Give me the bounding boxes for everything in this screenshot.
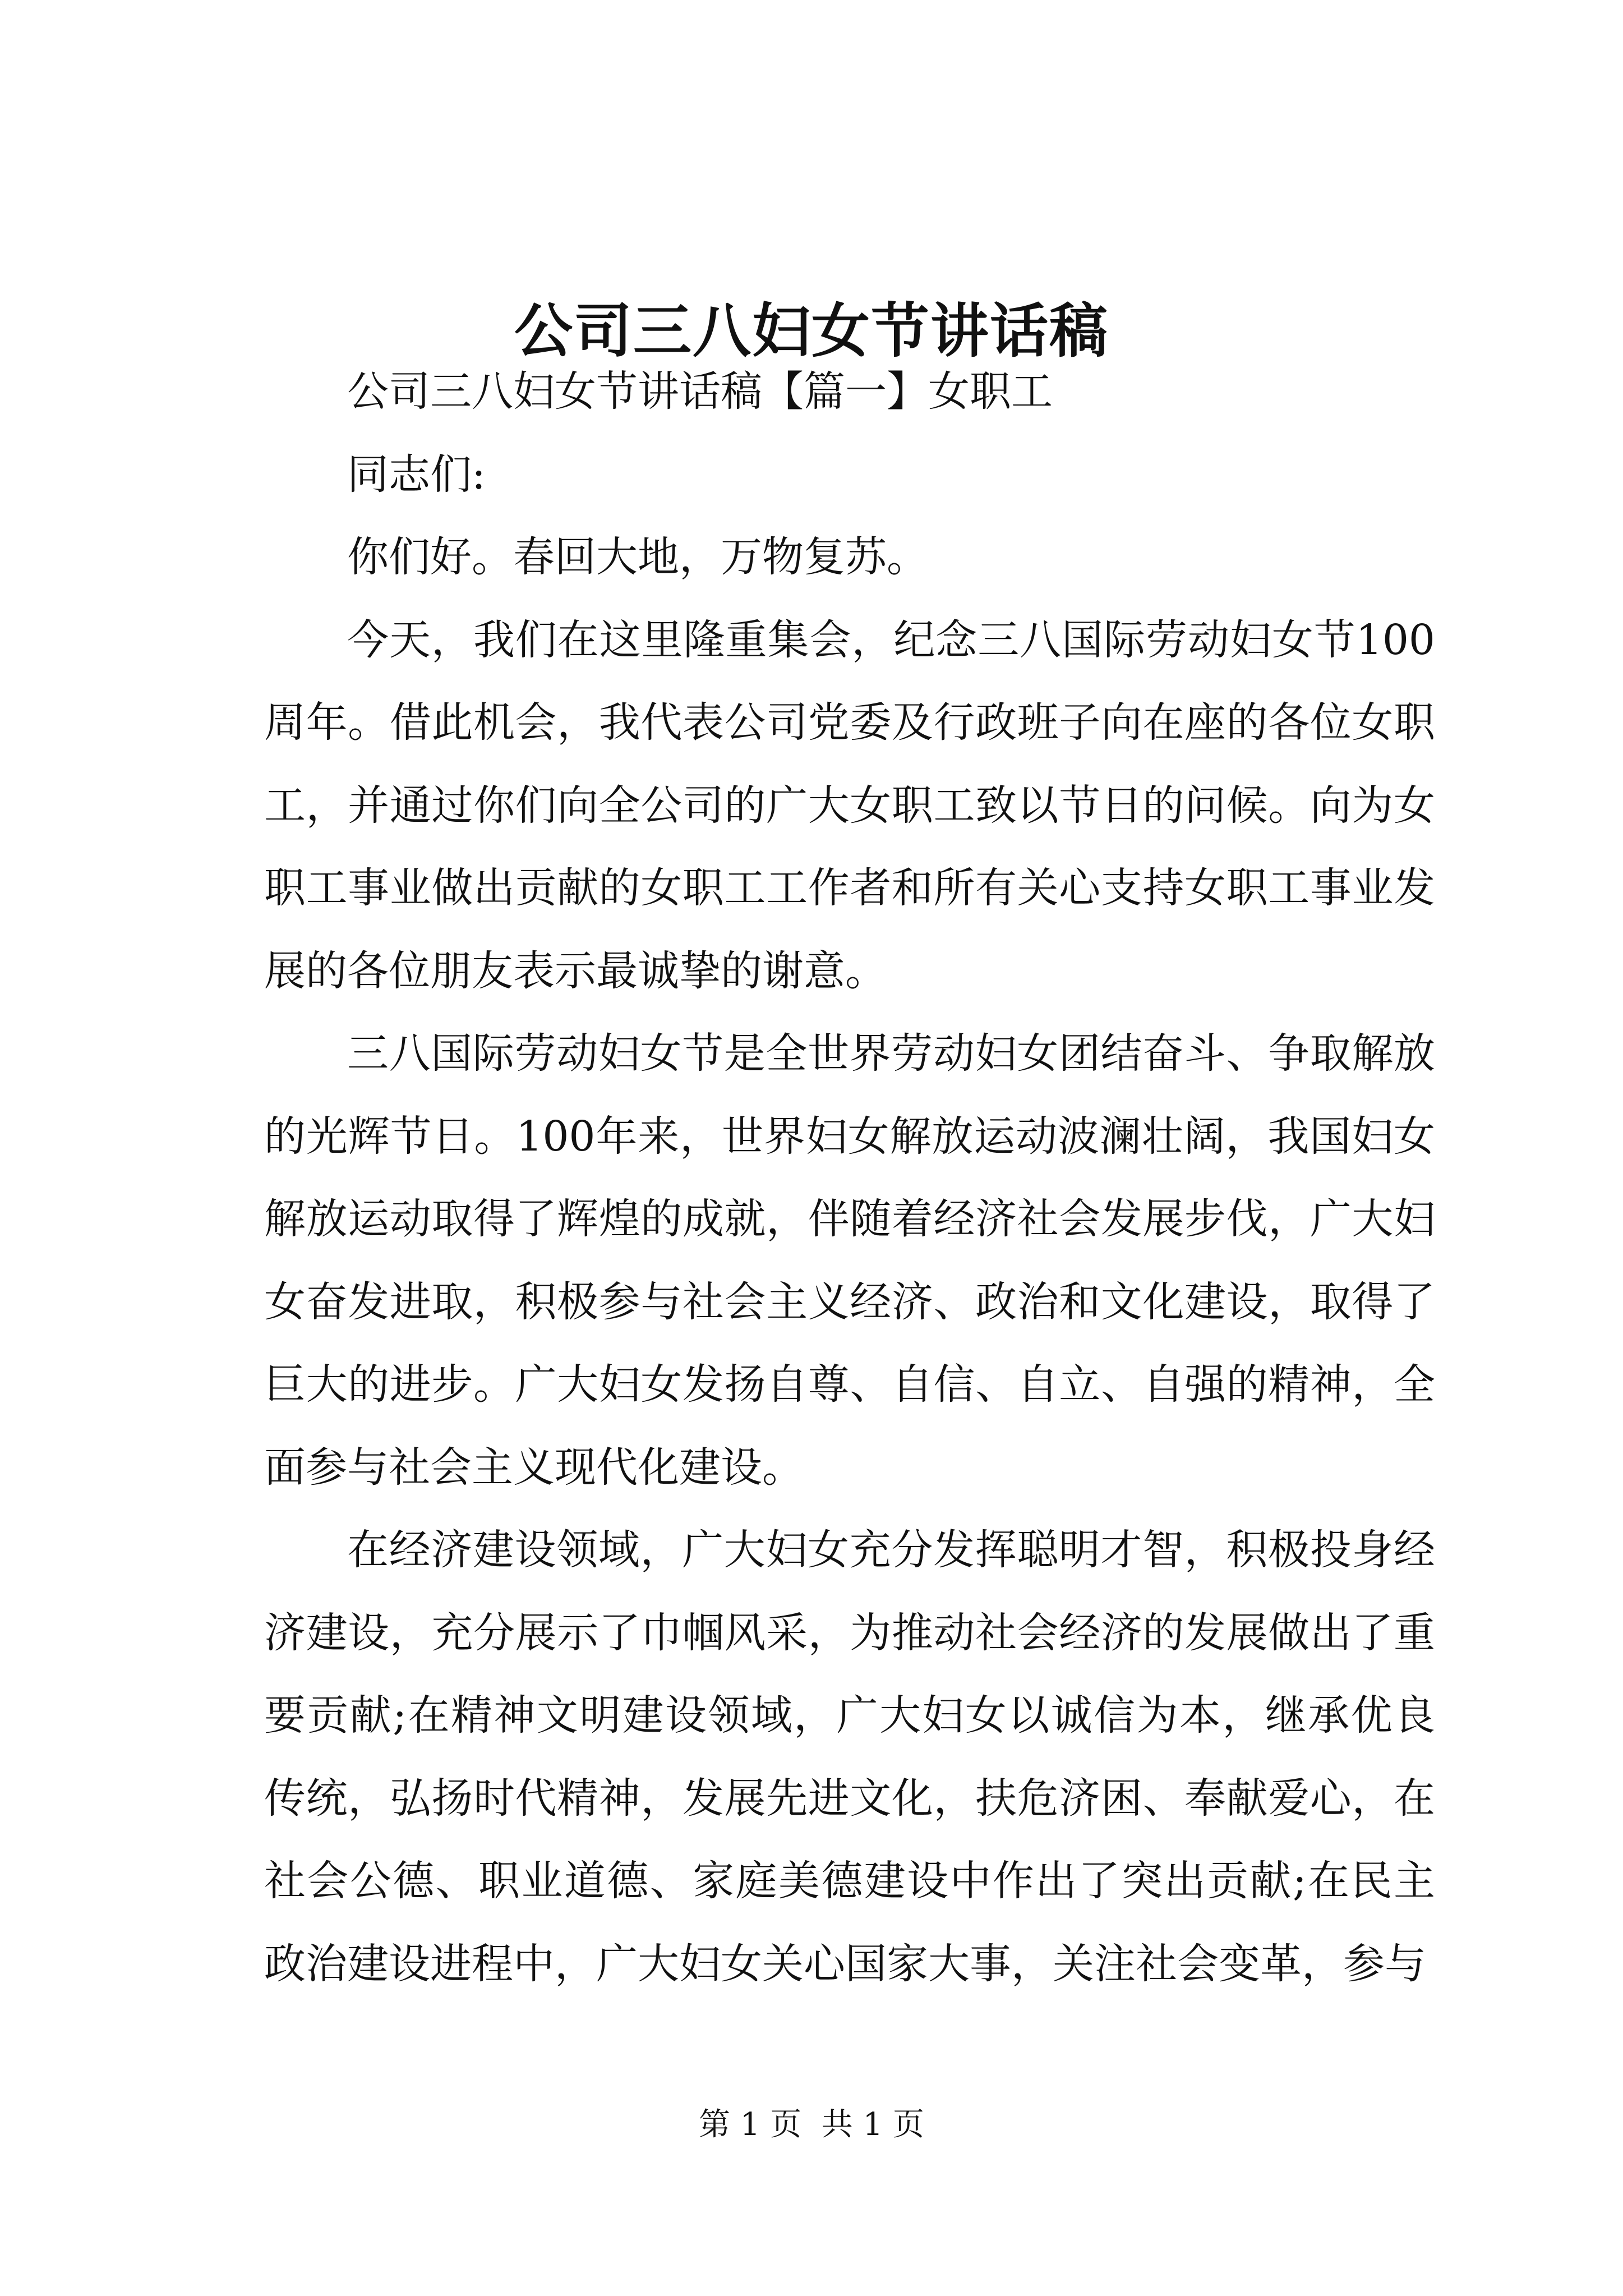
page-footer (0, 2102, 1623, 2147)
subtitle-paragraph: 公司三八妇女节讲话稿【篇一】女职工 (347, 367, 1053, 416)
greeting-paragraph: 你们好。春回大地，万物复苏。 (347, 533, 928, 581)
document-body (264, 351, 1435, 2005)
page-number-label: 第 1 页 共 1 页 (698, 2106, 925, 2143)
body-paragraph: 在经济建设领域，广大妇女充分发挥聪明才智，积极投身经济建设，充分展示了巾帼风采，为推动社会经济的发展做出了重要贡献;在精神文明建设领域，广大妇女以诚信为本，继承优良传统，弘扬时代精神，发展先进文化，扶危济困、奉献爱心，在社会公德、职业道德、家庭美德建设中作出了突出贡献;在民主政治建设进程中，广大妇女关心国家大事，关注社会变革，参与 (264, 1526, 1435, 1988)
body-paragraph: 三八国际劳动妇女节是全世界劳动妇女团结奋斗、争取解放的光辉节日。100年来，世界妇女解放运动波澜壮阔，我国妇女解放运动取得了辉煌的成就，伴随着经济社会发展步伐，广大妇女奋发进取，积极参与社会主义经济、政治和文化建设，取得了巨大的进步。广大妇女发扬自尊、自信、自立、自强的精神，全面参与社会主义现代化建设。 (264, 1029, 1435, 1492)
salutation-paragraph: 同志们: (347, 450, 486, 499)
body-paragraph: 今天，我们在这里隆重集会，纪念三八国际劳动妇女节100周年。借此机会，我代表公司党委及行政班子向在座的各位女职工，并通过你们向全公司的广大女职工致以节日的问候。向为女职工事业做出贡献的女职工工作者和所有关心支持女职工事业发展的各位朋友表示最诚挚的谢意。 (264, 615, 1435, 995)
document-title: 公司三八妇女节讲话稿 (514, 296, 1109, 365)
